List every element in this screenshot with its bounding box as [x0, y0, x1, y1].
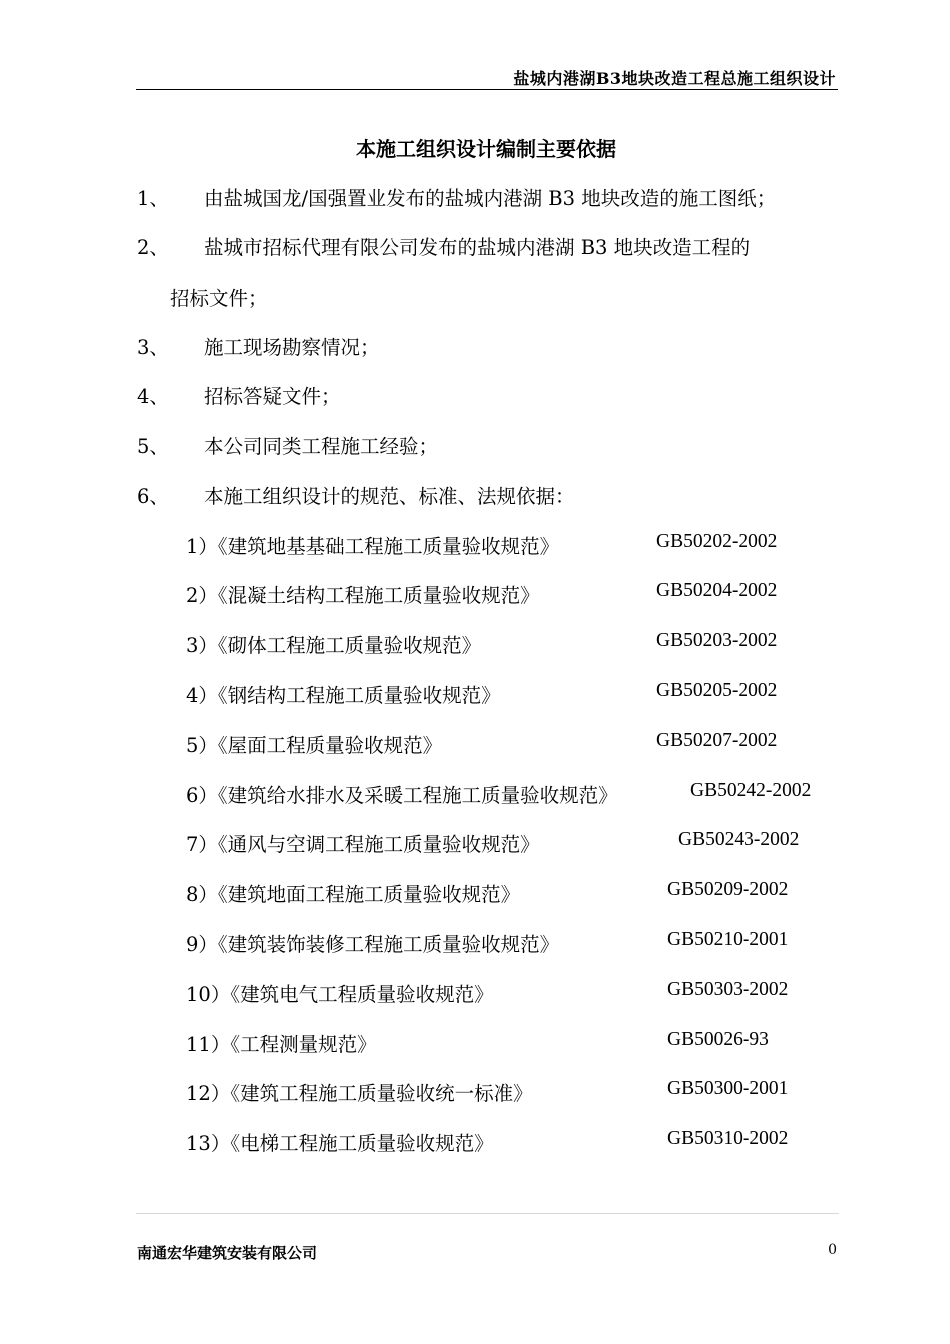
item-text: 本公司同类工程施工经验；	[204, 435, 439, 458]
standard-name: 4）《钢结构工程施工质量验收规范》	[186, 684, 501, 707]
item-text: 本施工组织设计的规范、标准、法规依据：	[204, 485, 575, 508]
standard-code: GB50209-2002	[667, 879, 789, 900]
item-text-continuation: 招标文件；	[170, 287, 268, 310]
item-number: 3、	[137, 336, 169, 359]
standard-code: GB50202-2002	[656, 531, 778, 552]
standard-name: 8）《建筑地面工程施工质量验收规范》	[186, 883, 521, 906]
standard-code: GB50310-2002	[667, 1128, 789, 1149]
item-number: 4、	[137, 385, 169, 408]
standard-code: GB50243-2002	[678, 829, 800, 850]
item-text: 招标答疑文件；	[204, 385, 341, 408]
standard-name: 3）《砌体工程施工质量验收规范》	[186, 634, 482, 657]
standard-name: 11）《工程测量规范》	[186, 1033, 377, 1056]
standard-code: GB50204-2002	[656, 580, 778, 601]
item-text: 盐城市招标代理有限公司发布的盐城内港湖 B3 地块改造工程的	[204, 236, 751, 259]
item-number: 5、	[137, 435, 169, 458]
standard-name: 1）《建筑地基基础工程施工质量验收规范》	[186, 535, 560, 558]
standard-code: GB50242-2002	[690, 780, 812, 801]
standard-name: 13）《电梯工程施工质量验收规范》	[186, 1132, 494, 1155]
item-text: 由盐城国龙/国强置业发布的盐城内港湖 B3 地块改造的施工图纸；	[204, 187, 777, 210]
standard-name: 7）《通风与空调工程施工质量验收规范》	[186, 833, 540, 856]
item-number: 1、	[137, 187, 169, 210]
standard-code: GB50207-2002	[656, 730, 778, 751]
standard-name: 2）《混凝土结构工程施工质量验收规范》	[186, 584, 540, 607]
item-number: 6、	[137, 485, 169, 508]
page-header-title: 盐城内港湖B3地块改造工程总施工组织设计	[513, 69, 836, 88]
item-text: 施工现场勘察情况；	[204, 336, 380, 359]
standard-code: GB50300-2001	[667, 1078, 789, 1099]
standard-name: 12）《建筑工程施工质量验收统一标准》	[186, 1082, 533, 1105]
item-number: 2、	[137, 236, 169, 259]
standard-name: 10）《建筑电气工程质量验收规范》	[186, 983, 494, 1006]
standard-name: 9）《建筑装饰装修工程施工质量验收规范》	[186, 933, 560, 956]
footer-company: 南通宏华建筑安装有限公司	[137, 1244, 318, 1262]
standard-name: 6）《建筑给水排水及采暖工程施工质量验收规范》	[186, 784, 618, 807]
standard-code: GB50210-2001	[667, 929, 789, 950]
standard-code: GB50303-2002	[667, 979, 789, 1000]
footer-rule	[136, 1213, 839, 1214]
document-title: 本施工组织设计编制主要依据	[356, 137, 616, 161]
standard-code: GB50026-93	[667, 1029, 769, 1050]
standard-code: GB50205-2002	[656, 680, 778, 701]
header-rule	[136, 89, 838, 90]
standard-name: 5）《屋面工程质量验收规范》	[186, 734, 443, 757]
standard-code: GB50203-2002	[656, 630, 778, 651]
page-number: 0	[828, 1242, 837, 1258]
